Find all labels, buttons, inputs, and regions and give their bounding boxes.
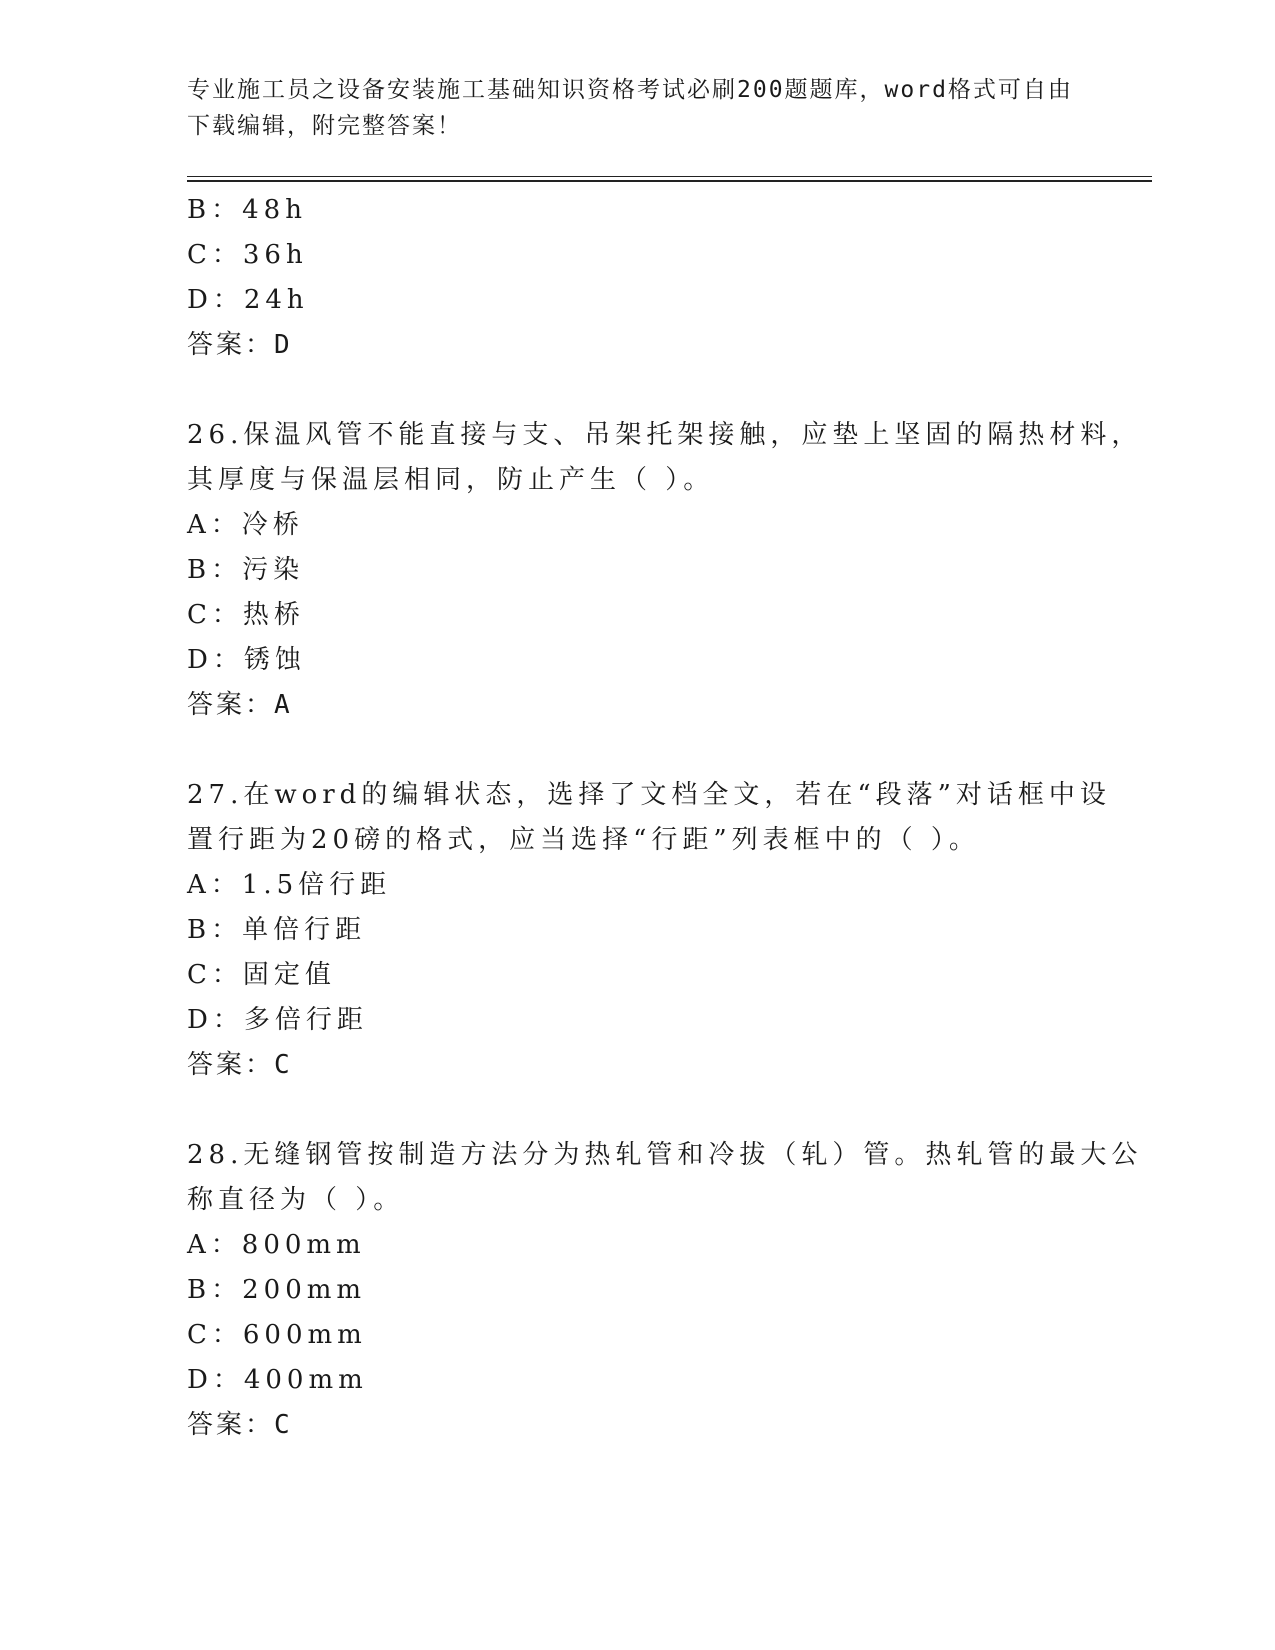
option-a: A：800mm xyxy=(187,1230,366,1260)
document-header xyxy=(187,72,1087,144)
option-c: C：固定值 xyxy=(187,960,336,990)
option-c: C：36h xyxy=(187,240,308,270)
option-b: B：48h xyxy=(187,195,307,225)
question-stem-line-1: 26.保温风管不能直接与支、吊架托架接触，应垫上坚固的隔热材料， xyxy=(187,420,1143,450)
option-c: C：热桥 xyxy=(187,600,305,630)
option-c: C：600mm xyxy=(187,1320,367,1350)
header-title-line-1: 专业施工员之设备安装施工基础知识资格考试必刷200题题库，word格式可自由 xyxy=(187,77,1073,103)
answer-line: 答案：D xyxy=(187,330,293,360)
option-a: A：冷桥 xyxy=(187,510,304,540)
header-divider-thick xyxy=(187,180,1152,182)
option-a: A：1.5倍行距 xyxy=(187,870,392,900)
question-stem-line-2: 其厚度与保温层相同，防止产生（ ）。 xyxy=(187,465,715,495)
header-divider-thin xyxy=(187,176,1152,177)
answer-line: 答案：A xyxy=(187,690,293,720)
option-b: B：200mm xyxy=(187,1275,367,1305)
option-d: D：锈蚀 xyxy=(187,645,306,675)
question-stem-line-1: 28.无缝钢管按制造方法分为热轧管和冷拔（轧）管。热轧管的最大公 xyxy=(187,1140,1143,1170)
option-d: D：24h xyxy=(187,285,309,315)
option-d: D：400mm xyxy=(187,1365,368,1395)
option-d: D：多倍行距 xyxy=(187,1005,368,1035)
answer-line: 答案：C xyxy=(187,1050,293,1080)
answer-line: 答案：C xyxy=(187,1410,293,1440)
option-b: B：污染 xyxy=(187,555,305,585)
question-stem-line-1: 27.在word的编辑状态，选择了文档全文，若在“段落”对话框中设 xyxy=(187,780,1111,810)
header-title-line-2: 下载编辑，附完整答案！ xyxy=(187,113,462,139)
option-b: B：单倍行距 xyxy=(187,915,367,945)
question-stem-line-2: 称直径为（ ）。 xyxy=(187,1185,405,1215)
question-stem-line-2: 置行距为20磅的格式，应当选择“行距”列表框中的（ ）。 xyxy=(187,825,980,855)
